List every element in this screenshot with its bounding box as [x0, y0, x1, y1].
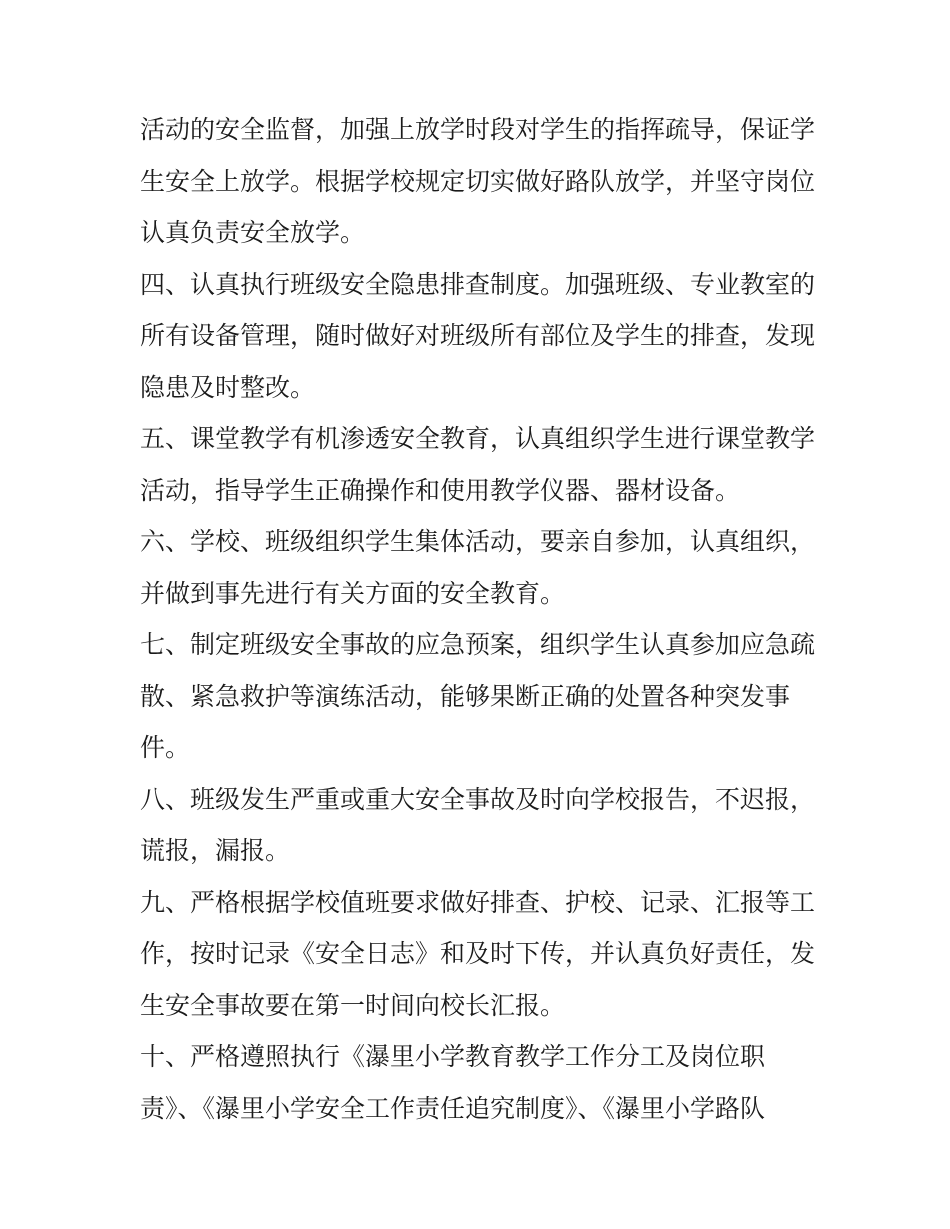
text-line: 九、严格根据学校值班要求做好排查、护校、记录、汇报等工 — [140, 887, 816, 917]
text-line: 件。 — [140, 733, 191, 762]
text-line: 认真负责安全放学。 — [140, 218, 366, 247]
text-line: 活动的安全监督，加强上放学时段对学生的指挥疏导，保证学 — [140, 115, 816, 144]
text-line: 五、课堂教学有机渗透安全教育，认真组织学生进行课堂教学 — [140, 424, 816, 453]
text-line: 六、学校、班级组织学生集体活动，要亲自参加，认真组织， — [140, 527, 816, 556]
text-line: 隐患及时整改。 — [140, 372, 316, 402]
text-line: 谎报，漏报。 — [140, 836, 291, 865]
text-line: 四、认真执行班级安全隐患排查制度。加强班级、专业教室的 — [140, 269, 816, 299]
text-line: 责》、《瀑里小学安全工作责任追究制度》、《瀑里小学路队 — [140, 1093, 766, 1123]
text-line: 十、严格遵照执行《瀑里小学教育教学工作分工及岗位职 — [140, 1042, 766, 1071]
document-body — [140, 104, 820, 1134]
text-line: 七、制定班级安全事故的应急预案，组织学生认真参加应急疏 — [140, 630, 816, 659]
text-line: 作，按时记录《安全日志》和及时下传，并认真负好责任，发 — [140, 939, 816, 968]
text-line: 生安全事故要在第一时间向校长汇报。 — [140, 990, 566, 1020]
text-line: 八、班级发生严重或重大安全事故及时向学校报告，不迟报， — [140, 784, 816, 814]
text-line: 散、紧急救护等演练活动，能够果断正确的处置各种突发事 — [140, 681, 791, 711]
text-line: 活动，指导学生正确操作和使用教学仪器、器材设备。 — [140, 475, 741, 505]
text-line: 生安全上放学。根据学校规定切实做好路队放学，并坚守岗位 — [140, 166, 816, 196]
text-line: 并做到事先进行有关方面的安全教育。 — [140, 578, 566, 608]
text-line: 所有设备管理，随时做好对班级所有部位及学生的排查，发现 — [140, 321, 816, 350]
